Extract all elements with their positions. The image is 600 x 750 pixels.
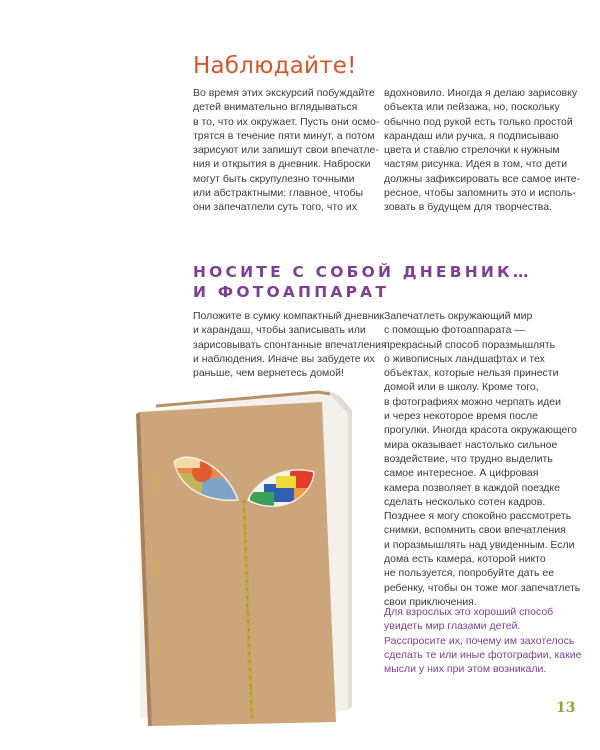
text-line: детей внимательно вглядываться — [193, 101, 358, 114]
notebook-cover — [140, 402, 336, 726]
text-line: камера позволяет в каждой поездке — [384, 481, 560, 494]
text-line: домой или в школу. Кроме того, — [384, 381, 539, 394]
text-line: и поразмышлять над увиденным. Если — [384, 538, 575, 551]
text-line: ресное, чтобы запомнить это и исполь- — [384, 187, 576, 200]
text-line: о живописных ландшафтах и тех — [384, 352, 545, 365]
text-line: раньше, чем вернетесь домой! — [193, 367, 344, 380]
text-line: прекрасный способ поразмышлять — [384, 338, 556, 351]
text-line: обычно под рукой есть только простой — [384, 115, 573, 128]
text-line: свои приключения. — [384, 595, 477, 608]
text-line: и наблюдения. Иначе вы забудете их — [193, 352, 375, 365]
section-title-observe: Наблюдайте! — [193, 53, 357, 79]
text-line: Расспросите их, почему им захотелось — [384, 634, 575, 647]
observe-text-right — [384, 86, 580, 215]
page-number: 13 — [556, 700, 576, 716]
section-title-diary-camera — [193, 262, 532, 302]
text-line: мира оказывает настолько сильное — [384, 438, 558, 451]
text-line: Позднее я могу спокойно рассмотреть — [384, 510, 572, 523]
text-line: увидеть мир глазами детей. — [384, 620, 521, 633]
text-line: частям рисунка. Идея в том, что дети — [384, 158, 568, 171]
text-line: ребенку, чтобы он тоже мог запечатлеть — [384, 581, 581, 594]
observe-text-left — [193, 86, 379, 215]
text-line: объекта или пейзажа, но, поскольку — [384, 101, 560, 114]
text-line: и карандаш, чтобы записывать или — [193, 324, 366, 337]
text-line: зарисовывать спонтанные впечатления — [193, 338, 387, 351]
text-line: ния и открытия в дневник. Наброски — [193, 158, 371, 171]
camera-text-right — [384, 309, 580, 609]
text-line: карандаш или ручка, я подписываю — [384, 129, 559, 142]
text-line: сделать те или иные фотографии, какие — [384, 648, 582, 661]
text-line: с помощью фотоаппарата — — [384, 324, 525, 337]
text-line: Во время этих экскурсий побуждайте — [193, 87, 375, 99]
text-line: дома есть камера, которой никто — [384, 553, 546, 566]
kraft-notebook-photo — [126, 388, 396, 728]
text-line: они запечатлели суть того, что их — [193, 201, 357, 214]
text-line: зовать в будущем для творчества. — [384, 201, 553, 214]
text-line: зарисуют или запишут свои впечатле- — [193, 144, 379, 157]
heading-line: НОСИТЕ С СОБОЙ ДНЕВНИК… — [193, 263, 532, 281]
text-line: или абстрактными: главное, чтобы — [193, 187, 364, 200]
text-line: сделать несколько сотен кадров. — [384, 495, 546, 508]
camera-text-highlight — [384, 605, 581, 676]
text-line: самое интересное. А цифровая — [384, 467, 539, 480]
text-line: вдохновило. Иногда я делаю зарисовку — [384, 87, 578, 99]
text-line: трятся в течение пяти минут, а потом — [193, 129, 375, 142]
text-line: в то, что их окружает. Пусть они осмо- — [193, 115, 380, 128]
text-line: Положите в сумку компактный дневник — [193, 310, 384, 322]
diary-text-left — [193, 309, 387, 380]
text-line: воздействие, что трудно выделить — [384, 452, 553, 465]
text-line: Для взрослых это хороший способ — [384, 606, 554, 618]
text-line: объектах, которые нельзя принести — [384, 367, 559, 380]
text-line: мысли у них при этом возникали. — [384, 663, 547, 676]
text-line: Запечатлеть окружающий мир — [384, 310, 533, 322]
text-line: должны зафиксировать все самое инте- — [384, 172, 581, 185]
text-line: цвета и ставлю стрелочки к нужным — [384, 144, 560, 157]
text-line: и через некоторое время после — [384, 410, 539, 423]
heading-line: И ФОТОАППАРАТ — [193, 283, 390, 301]
text-line: в фотографиях можно черпать идеи — [384, 395, 561, 408]
text-line: снимки, вспомнить свои впечатления — [384, 524, 566, 537]
text-line: прогулки. Иногда красота окружающего — [384, 424, 577, 437]
text-line: могут быть скрупулезно точными — [193, 172, 355, 185]
text-line: не пользуется, попробуйте дать ее — [384, 567, 555, 580]
